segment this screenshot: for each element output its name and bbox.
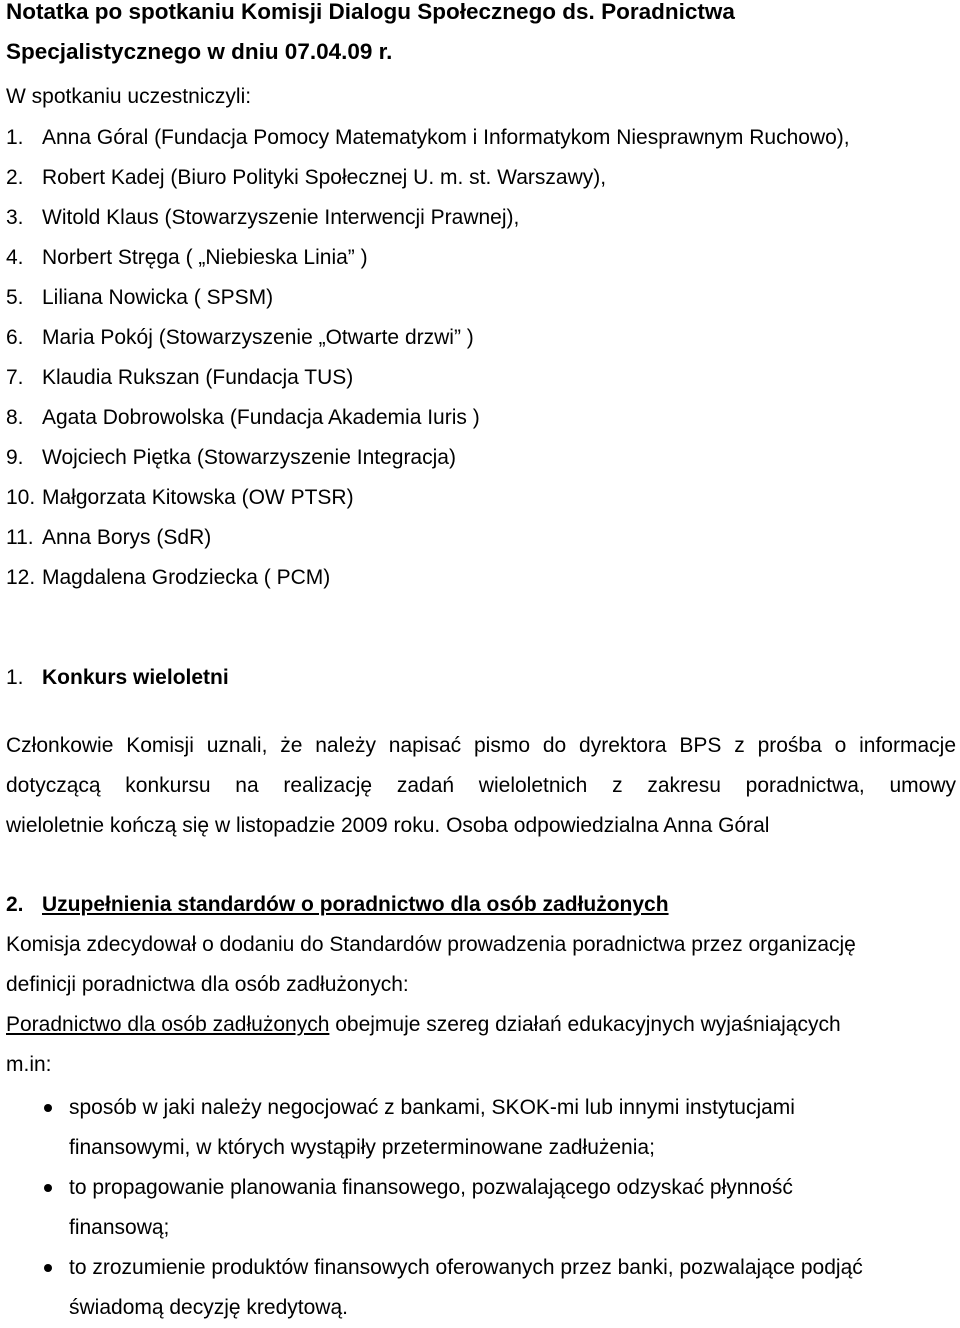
title-line-2: Specjalistycznego w dniu 07.04.09 r.	[6, 39, 393, 64]
attendee-text: Witold Klaus (Stowarzyszenie Interwencji Prawnej),	[42, 206, 520, 229]
attendee-number: 8.	[6, 406, 24, 429]
attendee-item	[6, 158, 850, 198]
attendee-item	[6, 198, 850, 238]
attendee-text: Robert Kadej (Biuro Polityki Społecznej U. m. st. Warszawy),	[42, 166, 607, 189]
attendee-item	[6, 118, 850, 158]
paragraph-line	[6, 1005, 956, 1045]
paragraph-line: definicji poradnictwa dla osób zadłużonych:	[6, 973, 409, 996]
underlined-term: Poradnictwo dla osób zadłużonych	[6, 1013, 330, 1036]
bullet-dot-icon	[44, 1264, 52, 1272]
section-2-number: 2.	[6, 893, 24, 916]
bullet-line: finansową;	[69, 1216, 170, 1239]
section-1-paragraph	[6, 726, 956, 846]
paragraph-line: Komisja zdecydował o dodaniu do Standardów prowadzenia poradnictwa przez organizację	[6, 933, 856, 956]
attendee-text: Klaudia Rukszan (Fundacja TUS)	[42, 366, 354, 389]
bullet-line: to propagowanie planowania finansowego, pozwalającego odzyskać płynność	[69, 1176, 793, 1199]
document-title	[6, 0, 956, 72]
attendee-text: Agata Dobrowolska (Fundacja Akademia Iuris )	[42, 406, 480, 429]
attendees-list	[6, 118, 850, 598]
attendee-number: 9.	[6, 446, 24, 469]
paragraph-line: wieloletnie kończą się w listopadzie 2009 roku. Osoba odpowiedzialna Anna Góral	[6, 814, 770, 837]
attendee-item	[6, 478, 850, 518]
attendee-item	[6, 238, 850, 278]
attendee-text: Wojciech Piętka (Stowarzyszenie Integracja)	[42, 446, 456, 469]
attendee-number: 12.	[6, 566, 36, 589]
section-2-paragraph-2	[6, 1005, 956, 1085]
bullet-line: świadomą decyzję kredytową.	[69, 1296, 348, 1319]
attendee-text: Anna Góral (Fundacja Pomocy Matematykom i Informatykom Niesprawnym Ruchowo),	[42, 126, 850, 149]
bullet-line: sposób w jaki należy negocjować z bankami, SKOK-mi lub innymi instytucjami	[69, 1096, 795, 1119]
section-1-heading	[6, 658, 229, 698]
section-2-title: Uzupełnienia standardów o poradnictwo dla osób zadłużonych	[42, 893, 669, 916]
attendee-item	[6, 438, 850, 478]
title-line-1: Notatka po spotkaniu Komisji Dialogu Społecznego ds. Poradnictwa	[6, 0, 735, 24]
paragraph-line: Członkowie Komisji uznali, że należy napisać pismo do dyrektora BPS z prośba o informacje	[6, 734, 956, 757]
attendee-number: 11.	[6, 526, 34, 549]
bullet-dot-icon	[44, 1184, 52, 1192]
attendee-item	[6, 358, 850, 398]
attendee-text: Norbert Stręga ( „Niebieska Linia” )	[42, 246, 368, 269]
bullet-list	[6, 1088, 956, 1328]
attendees-intro: W spotkaniu uczestniczyli:	[6, 85, 252, 108]
attendee-text: Magdalena Grodziecka ( PCM)	[42, 566, 331, 589]
section-2-heading	[6, 885, 669, 925]
section-1-title: Konkurs wieloletni	[42, 666, 229, 689]
attendee-text: Małgorzata Kitowska (OW PTSR)	[42, 486, 354, 509]
bullet-dot-icon	[44, 1104, 52, 1112]
bullet-line: finansowymi, w których wystąpiły przeterminowane zadłużenia;	[69, 1136, 655, 1159]
attendee-text: Anna Borys (SdR)	[42, 526, 212, 549]
attendee-item	[6, 558, 850, 598]
attendee-item	[6, 278, 850, 318]
bullet-item	[6, 1168, 956, 1248]
attendee-item	[6, 398, 850, 438]
attendee-text: Maria Pokój (Stowarzyszenie „Otwarte drzwi” )	[42, 326, 474, 349]
section-1-number: 1.	[6, 666, 24, 689]
attendee-item	[6, 318, 850, 358]
attendee-item	[6, 518, 850, 558]
attendee-number: 4.	[6, 246, 24, 269]
bullet-item	[6, 1088, 956, 1168]
bullet-line: to zrozumienie produktów finansowych oferowanych przez banki, pozwalające podjąć	[69, 1256, 863, 1279]
paragraph-text: obejmuje szereg działań edukacyjnych wyjaśniających	[329, 1013, 841, 1036]
attendee-number: 10.	[6, 486, 36, 509]
attendee-number: 2.	[6, 166, 24, 189]
paragraph-line: dotyczącą konkursu na realizację zadań wieloletnich z zakresu poradnictwa, umowy	[6, 774, 956, 797]
paragraph-line: m.in:	[6, 1053, 52, 1076]
attendee-number: 7.	[6, 366, 24, 389]
attendee-number: 1.	[6, 126, 24, 149]
attendee-number: 6.	[6, 326, 24, 349]
bullet-item	[6, 1248, 956, 1328]
attendee-text: Liliana Nowicka ( SPSM)	[42, 286, 274, 309]
attendee-number: 5.	[6, 286, 24, 309]
section-2-paragraph-1	[6, 925, 956, 1005]
attendee-number: 3.	[6, 206, 24, 229]
